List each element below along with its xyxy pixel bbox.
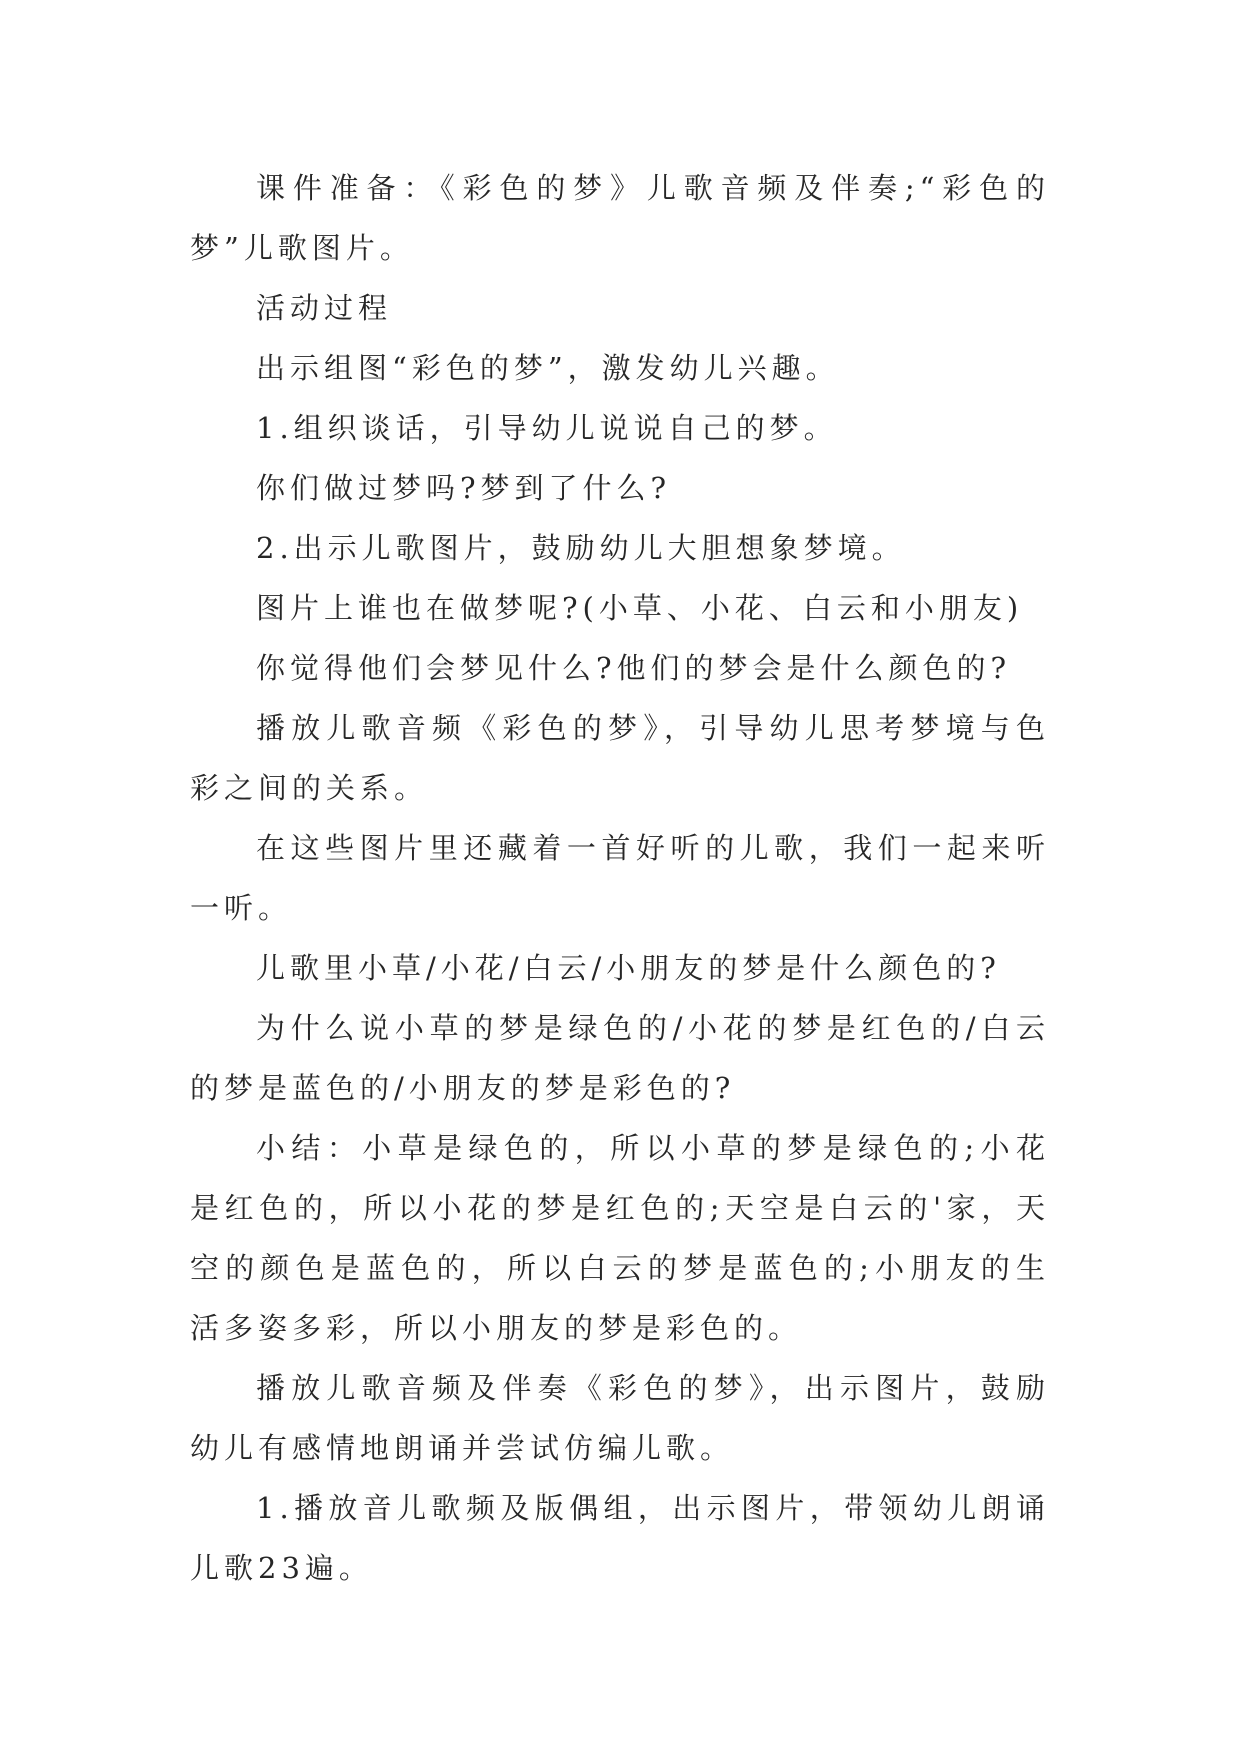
paragraph-show-pictures: 出示组图“彩色的梦”，激发幼儿兴趣。 <box>256 351 840 385</box>
paragraph-question-why: 为什么说小草的梦是绿色的/小花的梦是红色的/白云的梦是蓝色的/小朋友的梦是彩色的? <box>190 1011 1050 1105</box>
paragraph-step-1-talk: 1.组织谈话，引导幼儿说说自己的梦。 <box>256 411 838 445</box>
paragraph-question-who-dreams: 图片上谁也在做梦呢?(小草、小花、白云和小朋友) <box>256 591 1024 625</box>
paragraph-summary: 小结：小草是绿色的，所以小草的梦是绿色的;小花是红色的，所以小花的梦是红色的;天空是白云的'家，天空的颜色是蓝色的，所以白云的梦是蓝色的;小朋友的生活多姿多彩，所以小朋友的梦是彩色的。 <box>190 1131 1050 1345</box>
paragraph-question-dream-color: 你觉得他们会梦见什么?他们的梦会是什么颜色的? <box>256 651 1012 685</box>
section-heading-activity-process: 活动过程 <box>256 291 393 325</box>
document-body <box>190 158 1050 1598</box>
paragraph-course-materials: 课件准备：《彩色的梦》儿歌音频及伴奏;“彩色的梦”儿歌图片。 <box>190 171 1050 265</box>
paragraph-question-dreams: 你们做过梦吗?梦到了什么? <box>256 471 672 505</box>
paragraph-hidden-song: 在这些图片里还藏着一首好听的儿歌，我们一起来听一听。 <box>190 831 1050 925</box>
paragraph-step-1-recite: 1.播放音儿歌频及版偶组，出示图片，带领幼儿朗诵儿歌23遍。 <box>190 1491 1050 1585</box>
paragraph-question-song-colors: 儿歌里小草/小花/白云/小朋友的梦是什么颜色的? <box>256 951 1001 985</box>
paragraph-play-with-accompaniment: 播放儿歌音频及伴奏《彩色的梦》，出示图片，鼓励幼儿有感情地朗诵并尝试仿编儿歌。 <box>190 1371 1050 1465</box>
paragraph-play-audio: 播放儿歌音频《彩色的梦》，引导幼儿思考梦境与色彩之间的关系。 <box>190 711 1050 805</box>
paragraph-step-2-pictures: 2.出示儿歌图片，鼓励幼儿大胆想象梦境。 <box>256 531 906 565</box>
